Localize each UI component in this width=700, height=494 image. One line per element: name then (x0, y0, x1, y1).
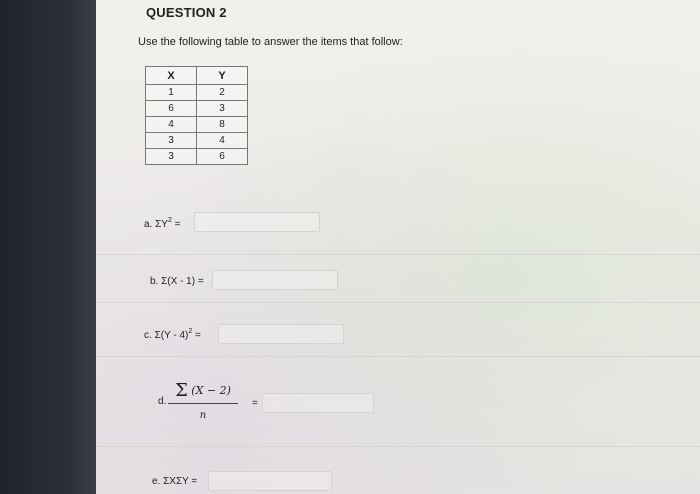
answer-b-input[interactable] (212, 270, 338, 290)
item-d-fraction (168, 380, 238, 421)
answer-d-input[interactable] (262, 393, 374, 413)
table-row (146, 117, 248, 133)
item-c-exponent: 2 (188, 328, 193, 335)
table-row (146, 149, 248, 165)
divider (96, 356, 700, 357)
item-b-label: b. Σ(X - 1) = (150, 276, 204, 287)
table-row (146, 133, 248, 149)
cell-x: 3 (146, 133, 197, 149)
table-header-row (146, 67, 248, 85)
fraction-bar (168, 403, 238, 404)
item-c-prefix: c. Σ(Y - 4) (144, 330, 189, 341)
item-d-equals: = (252, 398, 258, 409)
answer-c-input[interactable] (218, 324, 344, 344)
sigma-symbol: Σ (175, 380, 188, 401)
item-a-label (144, 217, 181, 230)
answer-e-input[interactable] (208, 471, 332, 491)
answer-a-input[interactable] (194, 212, 320, 232)
cell-x: 4 (146, 117, 197, 133)
divider (96, 446, 700, 447)
column-header-y: Y (197, 67, 248, 85)
left-bezel (0, 0, 96, 494)
column-header-x: X (146, 67, 197, 85)
question-instructions: Use the following table to answer the items that follow: (138, 36, 403, 48)
cell-x: 1 (146, 85, 197, 101)
item-a-prefix: a. ΣY (144, 219, 168, 230)
numerator-expression: (X − 2) (187, 384, 231, 397)
item-e-label: e. ΣXΣY = (152, 476, 198, 487)
fraction-numerator (168, 380, 238, 401)
question-title: QUESTION 2 (146, 5, 227, 20)
table-row (146, 85, 248, 101)
item-c-suffix: = (192, 330, 201, 341)
item-a-exponent: 2 (167, 217, 172, 224)
item-d-letter: d. (158, 396, 167, 407)
cell-y: 4 (197, 133, 248, 149)
cell-y: 3 (197, 101, 248, 117)
item-a-suffix: = (171, 219, 181, 230)
divider (96, 254, 700, 255)
item-c-label (144, 328, 201, 341)
cell-y: 2 (197, 85, 248, 101)
divider (96, 302, 700, 303)
question-page (96, 0, 700, 494)
data-table (145, 66, 248, 165)
cell-y: 8 (197, 117, 248, 133)
fraction-denominator: n (199, 410, 207, 421)
cell-x: 6 (146, 101, 197, 117)
cell-y: 6 (197, 149, 248, 165)
cell-x: 3 (146, 149, 197, 165)
table-row (146, 101, 248, 117)
